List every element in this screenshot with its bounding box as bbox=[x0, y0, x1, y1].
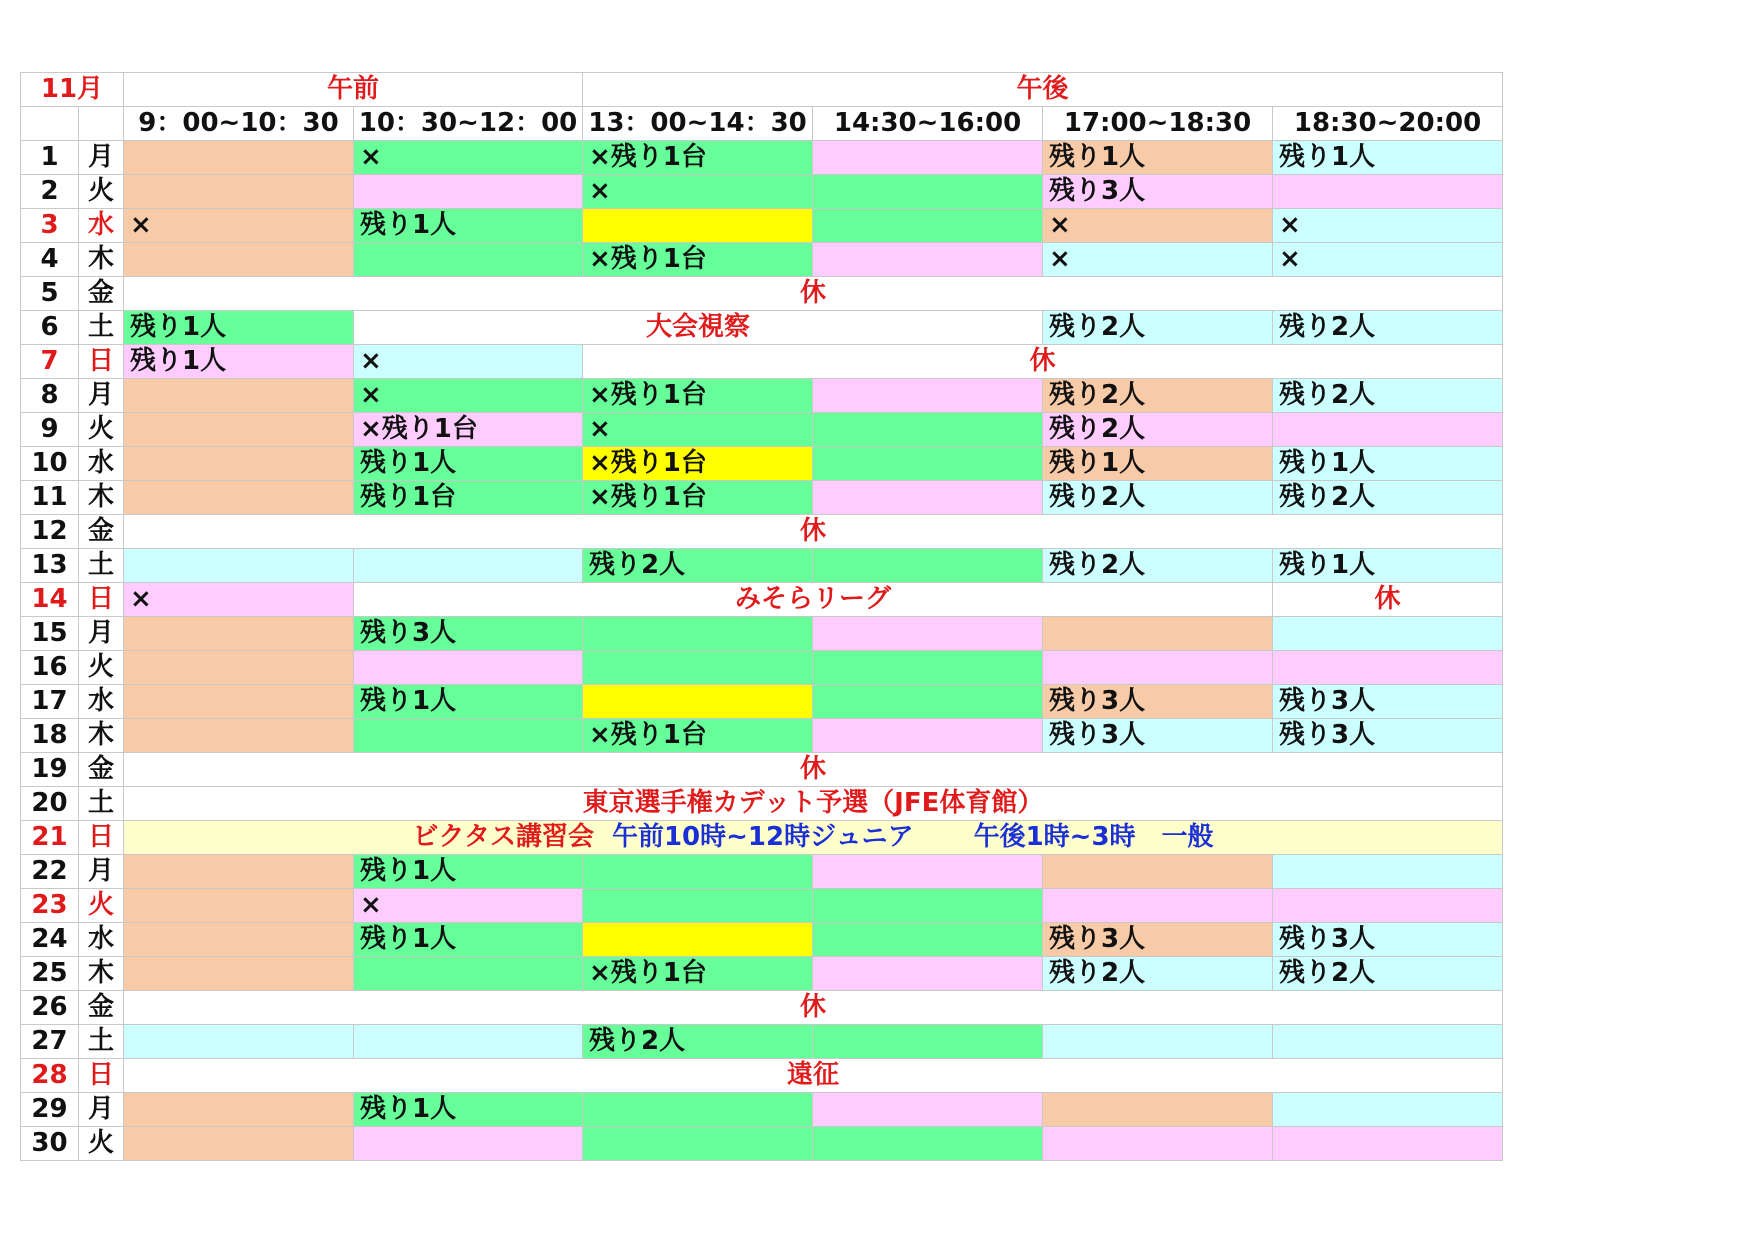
table-row bbox=[21, 1059, 1503, 1093]
day-number: 28 bbox=[21, 1059, 79, 1093]
slot-cell: 残り1人 bbox=[354, 1093, 583, 1127]
slot-cell bbox=[813, 685, 1043, 719]
slot-cell bbox=[813, 1127, 1043, 1161]
day-of-week: 火 bbox=[79, 651, 124, 685]
day-of-week: 火 bbox=[79, 413, 124, 447]
day-number: 17 bbox=[21, 685, 79, 719]
slot-cell: 残り1人 bbox=[354, 685, 583, 719]
table-row bbox=[21, 957, 1503, 991]
slot-cell: ×残り1台 bbox=[583, 481, 813, 515]
day-of-week: 月 bbox=[79, 617, 124, 651]
day-of-week: 土 bbox=[79, 549, 124, 583]
day-of-week: 金 bbox=[79, 277, 124, 311]
slot-cell bbox=[1273, 1025, 1503, 1059]
day-number: 25 bbox=[21, 957, 79, 991]
slot-cell: 残り1台 bbox=[354, 481, 583, 515]
pm-label: 午後 bbox=[583, 73, 1503, 107]
table-row bbox=[21, 243, 1503, 277]
table-row bbox=[21, 821, 1503, 855]
slot-cell bbox=[1043, 1127, 1273, 1161]
slot-cell bbox=[583, 923, 813, 957]
day-of-week: 日 bbox=[79, 1059, 124, 1093]
slot-cell: 休 bbox=[1273, 583, 1503, 617]
header-row-slots bbox=[21, 107, 1503, 141]
table-row bbox=[21, 1025, 1503, 1059]
day-number: 24 bbox=[21, 923, 79, 957]
header-blank bbox=[21, 107, 79, 141]
day-of-week: 水 bbox=[79, 685, 124, 719]
slot-cell bbox=[583, 651, 813, 685]
day-number: 9 bbox=[21, 413, 79, 447]
day-number: 2 bbox=[21, 175, 79, 209]
day-number: 11 bbox=[21, 481, 79, 515]
day-number: 3 bbox=[21, 209, 79, 243]
slot-cell bbox=[124, 141, 354, 175]
slot-cell bbox=[354, 1025, 583, 1059]
slot-cell bbox=[1273, 889, 1503, 923]
day-of-week: 金 bbox=[79, 991, 124, 1025]
slot-cell: ×残り1台 bbox=[583, 243, 813, 277]
day-of-week: 土 bbox=[79, 787, 124, 821]
closed-or-event-cell: 休 bbox=[124, 515, 1503, 549]
day-number: 30 bbox=[21, 1127, 79, 1161]
slot-cell bbox=[1043, 1025, 1273, 1059]
slot-cell: × bbox=[1043, 209, 1273, 243]
slot-cell bbox=[124, 719, 354, 753]
table-row bbox=[21, 617, 1503, 651]
slot-cell: 残り3人 bbox=[1273, 719, 1503, 753]
slot-cell bbox=[813, 923, 1043, 957]
table-row bbox=[21, 209, 1503, 243]
day-of-week: 木 bbox=[79, 719, 124, 753]
slot-cell: × bbox=[1273, 209, 1503, 243]
slot-cell: ×残り1台 bbox=[583, 141, 813, 175]
slot-cell bbox=[124, 243, 354, 277]
day-of-week: 火 bbox=[79, 1127, 124, 1161]
slot-cell: 残り2人 bbox=[1043, 311, 1273, 345]
slot-cell: 残り1人 bbox=[1273, 549, 1503, 583]
slot-cell bbox=[124, 1093, 354, 1127]
slot-cell bbox=[813, 957, 1043, 991]
slot-cell: ×残り1台 bbox=[583, 719, 813, 753]
day-number: 5 bbox=[21, 277, 79, 311]
day-number: 27 bbox=[21, 1025, 79, 1059]
slot-header: 13：00~14：30 bbox=[583, 107, 813, 141]
slot-cell bbox=[1043, 1093, 1273, 1127]
slot-cell bbox=[124, 651, 354, 685]
day-of-week: 水 bbox=[79, 447, 124, 481]
slot-cell bbox=[354, 651, 583, 685]
slot-cell bbox=[1273, 617, 1503, 651]
table-row bbox=[21, 175, 1503, 209]
day-number: 7 bbox=[21, 345, 79, 379]
day-of-week: 金 bbox=[79, 753, 124, 787]
slot-cell: ×残り1台 bbox=[583, 447, 813, 481]
slot-cell: 残り2人 bbox=[1043, 549, 1273, 583]
table-row bbox=[21, 991, 1503, 1025]
slot-cell: 残り2人 bbox=[1273, 379, 1503, 413]
slot-cell: 残り1人 bbox=[354, 209, 583, 243]
slot-cell: 残り2人 bbox=[1043, 957, 1273, 991]
table-row bbox=[21, 413, 1503, 447]
event-cell bbox=[124, 821, 1503, 855]
day-number: 18 bbox=[21, 719, 79, 753]
table-row bbox=[21, 549, 1503, 583]
slot-header: 17:00~18:30 bbox=[1043, 107, 1273, 141]
table-row bbox=[21, 685, 1503, 719]
day-of-week: 月 bbox=[79, 1093, 124, 1127]
slot-cell: 残り3人 bbox=[1043, 719, 1273, 753]
am-label: 午前 bbox=[124, 73, 583, 107]
slot-cell: 残り1人 bbox=[1043, 141, 1273, 175]
day-number: 19 bbox=[21, 753, 79, 787]
slot-cell: × bbox=[354, 889, 583, 923]
day-number: 26 bbox=[21, 991, 79, 1025]
table-row bbox=[21, 753, 1503, 787]
slot-cell bbox=[813, 1025, 1043, 1059]
slot-cell bbox=[124, 923, 354, 957]
slot-cell bbox=[354, 175, 583, 209]
slot-cell: × bbox=[354, 141, 583, 175]
slot-cell: 残り2人 bbox=[1273, 957, 1503, 991]
table-row bbox=[21, 1127, 1503, 1161]
slot-cell: 残り2人 bbox=[1043, 481, 1273, 515]
slot-cell bbox=[813, 379, 1043, 413]
table-row bbox=[21, 515, 1503, 549]
slot-cell bbox=[583, 617, 813, 651]
day-of-week: 日 bbox=[79, 821, 124, 855]
table-row bbox=[21, 345, 1503, 379]
slot-cell bbox=[813, 651, 1043, 685]
table-row bbox=[21, 447, 1503, 481]
day-of-week: 日 bbox=[79, 583, 124, 617]
closed-or-event-cell: 東京選手権カデット予選（JFE体育館） bbox=[124, 787, 1503, 821]
day-number: 15 bbox=[21, 617, 79, 651]
day-number: 22 bbox=[21, 855, 79, 889]
slot-cell bbox=[813, 719, 1043, 753]
slot-cell: 残り2人 bbox=[1273, 311, 1503, 345]
closed-or-event-cell: 休 bbox=[124, 991, 1503, 1025]
day-of-week: 木 bbox=[79, 481, 124, 515]
header-blank bbox=[79, 107, 124, 141]
table-row bbox=[21, 1093, 1503, 1127]
table-row bbox=[21, 651, 1503, 685]
slot-cell bbox=[124, 685, 354, 719]
slot-cell: ×残り1台 bbox=[354, 413, 583, 447]
day-number: 23 bbox=[21, 889, 79, 923]
slot-cell: 残り1人 bbox=[1273, 141, 1503, 175]
slot-header: 9：00~10：30 bbox=[124, 107, 354, 141]
day-number: 10 bbox=[21, 447, 79, 481]
day-of-week: 水 bbox=[79, 923, 124, 957]
day-of-week: 火 bbox=[79, 175, 124, 209]
closed-or-event-cell: 大会視察 bbox=[354, 311, 1043, 345]
day-number: 16 bbox=[21, 651, 79, 685]
slot-cell: 残り1人 bbox=[124, 345, 354, 379]
slot-cell bbox=[124, 175, 354, 209]
table-row bbox=[21, 583, 1503, 617]
table-row bbox=[21, 277, 1503, 311]
slot-cell bbox=[813, 889, 1043, 923]
closed-or-event-cell: 休 bbox=[124, 753, 1503, 787]
slot-cell bbox=[1043, 855, 1273, 889]
slot-cell: 残り2人 bbox=[1273, 481, 1503, 515]
slot-cell bbox=[1273, 175, 1503, 209]
day-number: 1 bbox=[21, 141, 79, 175]
day-of-week: 金 bbox=[79, 515, 124, 549]
slot-cell bbox=[124, 1025, 354, 1059]
slot-cell: 残り1人 bbox=[354, 447, 583, 481]
header-row-period bbox=[21, 73, 1503, 107]
slot-cell: 残り1人 bbox=[354, 855, 583, 889]
slot-cell: 残り3人 bbox=[1043, 923, 1273, 957]
slot-cell: × bbox=[583, 175, 813, 209]
slot-cell: × bbox=[1043, 243, 1273, 277]
schedule-body bbox=[21, 73, 1503, 1161]
day-of-week: 土 bbox=[79, 311, 124, 345]
slot-cell bbox=[1273, 651, 1503, 685]
slot-cell bbox=[1043, 617, 1273, 651]
slot-cell: × bbox=[354, 379, 583, 413]
slot-cell bbox=[813, 141, 1043, 175]
slot-cell bbox=[813, 855, 1043, 889]
slot-cell bbox=[1273, 1127, 1503, 1161]
day-of-week: 木 bbox=[79, 957, 124, 991]
table-row bbox=[21, 311, 1503, 345]
day-of-week: 土 bbox=[79, 1025, 124, 1059]
table-row bbox=[21, 141, 1503, 175]
slot-cell: 残り2人 bbox=[1043, 413, 1273, 447]
day-number: 8 bbox=[21, 379, 79, 413]
slot-cell bbox=[124, 957, 354, 991]
slot-cell bbox=[1043, 889, 1273, 923]
slot-header: 10：30~12：00 bbox=[354, 107, 583, 141]
slot-cell bbox=[1273, 1093, 1503, 1127]
slot-cell: 残り2人 bbox=[583, 549, 813, 583]
slot-cell bbox=[813, 175, 1043, 209]
table-row bbox=[21, 379, 1503, 413]
slot-cell: ×残り1台 bbox=[583, 957, 813, 991]
closed-or-event-cell: みそらリーグ bbox=[354, 583, 1273, 617]
slot-cell bbox=[124, 889, 354, 923]
slot-cell bbox=[813, 1093, 1043, 1127]
slot-cell: ×残り1台 bbox=[583, 379, 813, 413]
slot-cell bbox=[124, 855, 354, 889]
slot-cell bbox=[813, 481, 1043, 515]
event-junior-time: 午前10時~12時ジュニア bbox=[611, 822, 914, 852]
table-row bbox=[21, 787, 1503, 821]
day-number: 14 bbox=[21, 583, 79, 617]
day-number: 12 bbox=[21, 515, 79, 549]
slot-cell bbox=[813, 209, 1043, 243]
table-row bbox=[21, 855, 1503, 889]
slot-cell: 残り3人 bbox=[1273, 923, 1503, 957]
slot-cell: 残り2人 bbox=[1043, 379, 1273, 413]
slot-cell: × bbox=[583, 413, 813, 447]
slot-cell: × bbox=[354, 345, 583, 379]
day-of-week: 水 bbox=[79, 209, 124, 243]
slot-cell bbox=[1273, 413, 1503, 447]
day-number: 13 bbox=[21, 549, 79, 583]
slot-header: 18:30~20:00 bbox=[1273, 107, 1503, 141]
slot-cell: 残り1人 bbox=[124, 311, 354, 345]
day-of-week: 月 bbox=[79, 855, 124, 889]
slot-cell bbox=[124, 1127, 354, 1161]
day-of-week: 月 bbox=[79, 141, 124, 175]
slot-cell bbox=[124, 379, 354, 413]
day-of-week: 月 bbox=[79, 379, 124, 413]
slot-cell bbox=[354, 1127, 583, 1161]
month-label: 11月 bbox=[21, 73, 124, 107]
day-number: 20 bbox=[21, 787, 79, 821]
slot-cell bbox=[124, 617, 354, 651]
slot-cell bbox=[354, 957, 583, 991]
day-of-week: 日 bbox=[79, 345, 124, 379]
slot-cell bbox=[813, 413, 1043, 447]
day-of-week: 火 bbox=[79, 889, 124, 923]
slot-cell: × bbox=[1273, 243, 1503, 277]
slot-cell: × bbox=[124, 583, 354, 617]
slot-cell bbox=[813, 617, 1043, 651]
slot-cell: 残り1人 bbox=[1043, 447, 1273, 481]
slot-cell: 残り1人 bbox=[354, 923, 583, 957]
slot-cell: 残り1人 bbox=[1273, 447, 1503, 481]
table-row bbox=[21, 481, 1503, 515]
slot-cell bbox=[813, 447, 1043, 481]
day-number: 6 bbox=[21, 311, 79, 345]
slot-cell: 残り3人 bbox=[354, 617, 583, 651]
slot-cell bbox=[583, 889, 813, 923]
day-number: 29 bbox=[21, 1093, 79, 1127]
slot-cell bbox=[583, 1127, 813, 1161]
slot-header: 14:30~16:00 bbox=[813, 107, 1043, 141]
slot-cell bbox=[583, 685, 813, 719]
table-row bbox=[21, 889, 1503, 923]
schedule-table bbox=[20, 72, 1503, 1161]
slot-cell: 残り3人 bbox=[1043, 685, 1273, 719]
slot-cell bbox=[124, 481, 354, 515]
slot-cell bbox=[813, 243, 1043, 277]
slot-cell bbox=[354, 719, 583, 753]
slot-cell bbox=[124, 447, 354, 481]
slot-cell bbox=[354, 549, 583, 583]
slot-cell bbox=[124, 549, 354, 583]
slot-cell bbox=[124, 413, 354, 447]
slot-cell: × bbox=[124, 209, 354, 243]
slot-cell bbox=[1043, 651, 1273, 685]
closed-or-event-cell: 休 bbox=[124, 277, 1503, 311]
slot-cell: 残り3人 bbox=[1043, 175, 1273, 209]
slot-cell: 残り3人 bbox=[1273, 685, 1503, 719]
table-row bbox=[21, 719, 1503, 753]
slot-cell bbox=[583, 855, 813, 889]
slot-cell bbox=[354, 243, 583, 277]
day-number: 4 bbox=[21, 243, 79, 277]
day-of-week: 木 bbox=[79, 243, 124, 277]
day-number: 21 bbox=[21, 821, 79, 855]
slot-cell bbox=[1273, 855, 1503, 889]
event-general-time: 午後1時~3時 一般 bbox=[973, 822, 1214, 852]
table-row bbox=[21, 923, 1503, 957]
slot-cell bbox=[583, 1093, 813, 1127]
slot-cell: 残り2人 bbox=[583, 1025, 813, 1059]
closed-or-event-cell: 遠征 bbox=[124, 1059, 1503, 1093]
slot-cell bbox=[813, 549, 1043, 583]
event-title: ビクタス講習会 bbox=[412, 822, 594, 852]
closed-or-event-cell: 休 bbox=[583, 345, 1503, 379]
slot-cell bbox=[583, 209, 813, 243]
